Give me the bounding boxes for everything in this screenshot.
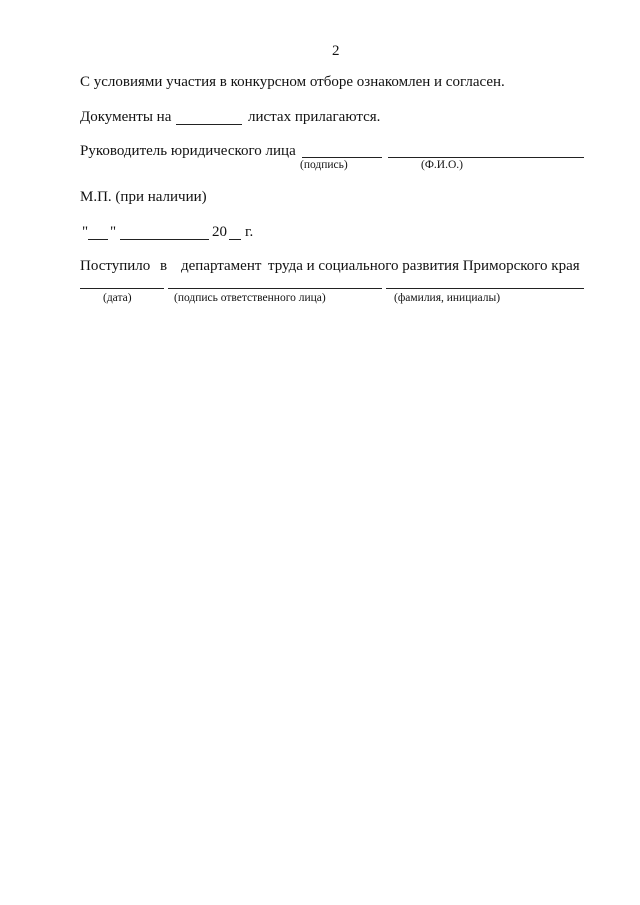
consent-statement: С условиями участия в конкурсном отборе ознакомлен и согласен.	[80, 74, 505, 90]
signature-caption: (подпись)	[300, 159, 348, 171]
stamp-note: М.П. (при наличии)	[80, 189, 207, 205]
surname-initials-caption: (фамилия, инициалы)	[394, 292, 501, 304]
documents-suffix: листах прилагаются.	[248, 109, 381, 125]
surname-initials-field	[386, 288, 584, 289]
sheets-count-field	[176, 124, 242, 125]
year-suffix: г.	[245, 224, 254, 240]
received-department: департамент	[181, 258, 262, 274]
responsible-signature-caption: (подпись ответственного лица)	[174, 292, 326, 304]
full-name-caption: (Ф.И.О.)	[421, 159, 463, 171]
head-label: Руководитель юридического лица	[80, 143, 296, 159]
full-name-field	[388, 157, 584, 158]
received-preposition: в	[160, 258, 168, 274]
month-field	[120, 239, 209, 240]
documents-prefix: Документы на	[80, 109, 172, 125]
open-quote: "	[82, 224, 89, 240]
year-field	[229, 239, 241, 240]
close-quote: "	[110, 224, 117, 240]
page-number: 2	[332, 43, 340, 59]
received-word: Поступило	[80, 258, 151, 274]
year-prefix: 20	[212, 224, 227, 240]
signature-field	[302, 157, 382, 158]
received-department-name: труда и социального развития Приморского края	[268, 258, 580, 274]
responsible-signature-field	[168, 288, 382, 289]
day-field	[88, 239, 108, 240]
date-field	[80, 288, 164, 289]
date-caption: (дата)	[103, 292, 132, 304]
